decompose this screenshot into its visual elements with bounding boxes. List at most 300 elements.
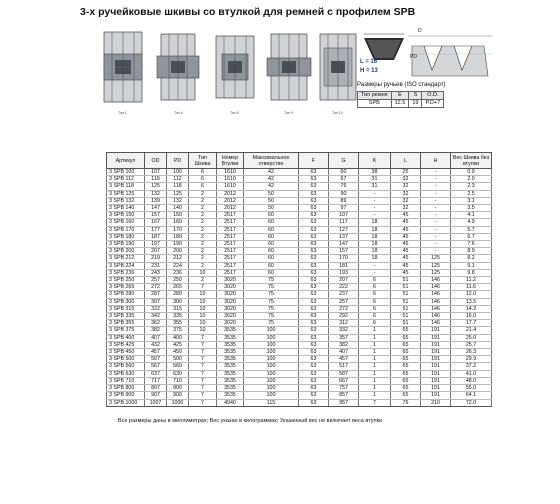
table-cell: -	[421, 183, 451, 190]
table-cell: 191	[421, 327, 451, 334]
figure-caption: Тип 6	[174, 111, 183, 115]
table-cell: 63	[299, 291, 329, 298]
column-header: OD	[145, 153, 167, 169]
table-cell: 18	[359, 233, 391, 240]
table-cell: -	[421, 241, 451, 248]
table-cell: 7	[189, 363, 217, 370]
table-cell: 3 SPB 212	[107, 255, 145, 262]
table-cell: 2012	[217, 190, 244, 197]
table-row	[107, 320, 492, 327]
table-cell: 1007	[145, 399, 167, 406]
table-cell: 2	[189, 212, 217, 219]
table-cell: 3 SPB 375	[107, 327, 145, 334]
table-cell: 300	[167, 298, 189, 305]
table-cell: 3 SPB 500	[107, 356, 145, 363]
table-cell: -	[421, 233, 451, 240]
table-cell: 65	[391, 363, 421, 370]
table-cell: 3.5	[451, 205, 492, 212]
table-cell: 63	[299, 313, 329, 320]
table-cell: 147	[329, 241, 359, 248]
table-cell: 6	[359, 291, 391, 298]
table-cell: 7	[189, 392, 217, 399]
table-cell: 207	[329, 277, 359, 284]
table-cell: 197	[145, 241, 167, 248]
table-cell: 177	[145, 226, 167, 233]
table-row	[107, 298, 492, 305]
table-cell: 6	[189, 169, 217, 176]
table-cell: 146	[421, 298, 451, 305]
table-cell: 45	[391, 262, 421, 269]
table-cell: -	[359, 205, 391, 212]
table-cell: 3 SPB 315	[107, 305, 145, 312]
groove-dim-label: D	[418, 28, 422, 34]
table-row	[107, 341, 492, 348]
table-cell: 7	[189, 399, 217, 406]
table-cell: 100	[244, 327, 299, 334]
table-cell: -	[421, 248, 451, 255]
table-cell: 170	[167, 226, 189, 233]
table-cell: -	[421, 205, 451, 212]
table-cell: 45	[391, 255, 421, 262]
table-cell: 63	[299, 183, 329, 190]
table-cell: 2.0	[451, 176, 492, 183]
table-cell: 75	[244, 277, 299, 284]
table-cell: 3020	[217, 305, 244, 312]
table-cell: 63	[299, 377, 329, 384]
table-cell: 16.0	[451, 313, 492, 320]
table-cell: 10	[189, 313, 217, 320]
groove-cell: SPB	[358, 100, 392, 108]
table-cell: 157	[329, 248, 359, 255]
table-cell: 517	[329, 363, 359, 370]
figure-caption: Тип 9	[284, 111, 293, 115]
table-cell: 342	[145, 313, 167, 320]
table-cell: 75	[244, 320, 299, 327]
table-row	[107, 241, 492, 248]
table-cell: 65	[391, 370, 421, 377]
table-cell: 357	[329, 334, 359, 341]
table-cell: 160	[167, 219, 189, 226]
table-row	[107, 169, 492, 176]
table-cell: 3535	[217, 341, 244, 348]
table-cell: 42	[244, 169, 299, 176]
table-cell: 63	[299, 248, 329, 255]
table-cell: -	[421, 169, 451, 176]
table-cell: 1	[359, 334, 391, 341]
table-row	[107, 226, 492, 233]
table-cell: -	[421, 212, 451, 219]
table-cell: 18	[359, 219, 391, 226]
table-cell: 400	[167, 334, 189, 341]
table-cell: 146	[421, 313, 451, 320]
table-row	[107, 176, 492, 183]
table-cell: 7.6	[451, 241, 492, 248]
table-cell: 51	[391, 277, 421, 284]
table-cell: 60	[244, 233, 299, 240]
table-cell: 191	[421, 370, 451, 377]
table-cell: 65	[391, 385, 421, 392]
table-cell: 957	[329, 399, 359, 406]
table-cell: 63	[299, 197, 329, 204]
table-cell: 21.4	[451, 327, 492, 334]
table-cell: 322	[145, 305, 167, 312]
table-cell: 45	[391, 226, 421, 233]
table-cell: 125	[167, 190, 189, 197]
table-cell: 2012	[217, 205, 244, 212]
table-cell: 2	[189, 190, 217, 197]
table-cell: 3 SPB 112	[107, 176, 145, 183]
table-cell: 140	[167, 205, 189, 212]
table-cell: 3 SPB 710	[107, 377, 145, 384]
table-cell: 224	[167, 262, 189, 269]
table-cell: 3535	[217, 370, 244, 377]
table-cell: 72.0	[451, 399, 492, 406]
table-cell: 3535	[217, 377, 244, 384]
table-cell: 8.2	[451, 255, 492, 262]
table-cell: 7	[189, 356, 217, 363]
table-cell: 187	[145, 233, 167, 240]
table-row	[107, 284, 492, 291]
table-cell: 3 SPB 224	[107, 262, 145, 269]
table-cell: 60	[244, 255, 299, 262]
table-cell: 157	[145, 212, 167, 219]
table-cell: 75	[244, 313, 299, 320]
table-cell: 51	[391, 298, 421, 305]
table-cell: 2	[189, 255, 217, 262]
table-row	[107, 262, 492, 269]
table-cell: 332	[329, 327, 359, 334]
groove-profile-drawing	[408, 24, 492, 88]
table-cell: 63	[299, 219, 329, 226]
page-title: 3-х ручейковые шкивы со втулкой для ремней с профилем SPB	[80, 6, 416, 18]
table-cell: 2	[189, 241, 217, 248]
table-cell: 10	[189, 327, 217, 334]
table-cell: 1610	[217, 183, 244, 190]
figure-caption: Тип 1	[118, 111, 127, 115]
table-cell: 191	[421, 341, 451, 348]
table-cell: 2	[189, 226, 217, 233]
table-cell: -	[421, 219, 451, 226]
table-cell: 3 SPB 355	[107, 320, 145, 327]
table-cell: 210	[421, 399, 451, 406]
column-header: Максимальное отверстие	[244, 153, 299, 169]
table-cell: 3 SPB 335	[107, 313, 145, 320]
table-cell: 3535	[217, 363, 244, 370]
table-cell: -	[359, 269, 391, 276]
table-cell: 560	[167, 363, 189, 370]
table-cell: 132	[145, 190, 167, 197]
table-cell: 63	[299, 255, 329, 262]
table-row	[107, 370, 492, 377]
table-cell: 1610	[217, 169, 244, 176]
table-cell: 7	[189, 385, 217, 392]
table-cell: 2.5	[451, 190, 492, 197]
table-cell: 0.9	[451, 169, 492, 176]
table-cell: 9.8	[451, 269, 492, 276]
table-cell: 65	[391, 377, 421, 384]
table-cell: 180	[167, 233, 189, 240]
table-cell: 112	[167, 176, 189, 183]
table-cell: 75	[244, 305, 299, 312]
table-cell: 63	[299, 305, 329, 312]
table-cell: 2	[189, 262, 217, 269]
table-cell: 63	[299, 226, 329, 233]
table-cell: 50	[244, 205, 299, 212]
table-cell: 51	[391, 291, 421, 298]
table-cell: 637	[145, 370, 167, 377]
table-cell: 2517	[217, 212, 244, 219]
table-cell: 42	[244, 183, 299, 190]
table-cell: 63	[299, 363, 329, 370]
table-cell: 3535	[217, 327, 244, 334]
table-cell: 237	[329, 291, 359, 298]
table-cell: 219	[145, 255, 167, 262]
table-cell: 272	[329, 305, 359, 312]
table-cell: 7	[189, 284, 217, 291]
table-cell: 60	[244, 212, 299, 219]
table-cell: 190	[167, 241, 189, 248]
table-cell: 407	[329, 349, 359, 356]
table-cell: 207	[145, 248, 167, 255]
table-cell: 10	[189, 298, 217, 305]
table-cell: 63	[299, 233, 329, 240]
table-cell: 8.9	[451, 248, 492, 255]
table-row	[107, 190, 492, 197]
table-cell: 107	[145, 169, 167, 176]
table-cell: 63	[299, 241, 329, 248]
table-cell: 75	[244, 291, 299, 298]
table-cell: 191	[421, 334, 451, 341]
table-cell: 3535	[217, 356, 244, 363]
table-cell: 587	[329, 370, 359, 377]
table-cell: 45	[391, 269, 421, 276]
table-cell: 287	[145, 291, 167, 298]
column-header: Вес Шкива без втулки	[451, 153, 492, 169]
table-cell: -	[421, 176, 451, 183]
table-cell: 200	[167, 248, 189, 255]
table-cell: 3020	[217, 291, 244, 298]
table-cell: 2517	[217, 226, 244, 233]
table-cell: 900	[167, 392, 189, 399]
figure-caption: Тип 8	[230, 111, 239, 115]
table-cell: 60	[244, 262, 299, 269]
table-cell: 6	[189, 176, 217, 183]
table-cell: 100	[167, 169, 189, 176]
pulley-drawing-type-6	[155, 28, 201, 110]
table-cell: 1000	[167, 399, 189, 406]
table-cell: 9.1	[451, 262, 492, 269]
table-cell: 212	[167, 255, 189, 262]
belt-width-label: L = 16	[360, 59, 378, 65]
column-header: Тип Шкива	[189, 153, 217, 169]
table-cell: 63	[299, 190, 329, 197]
table-header-row	[107, 153, 492, 169]
table-cell: 231	[145, 262, 167, 269]
table-cell: -	[421, 190, 451, 197]
table-cell: 1610	[217, 176, 244, 183]
table-cell: 450	[167, 349, 189, 356]
table-cell: 150	[167, 212, 189, 219]
table-cell: 5.7	[451, 226, 492, 233]
column-header: F	[299, 153, 329, 169]
table-row	[107, 269, 492, 276]
table-cell: 265	[167, 284, 189, 291]
table-cell: 10	[189, 320, 217, 327]
table-cell: 31	[359, 176, 391, 183]
table-cell: 12.0	[451, 291, 492, 298]
column-header: H	[421, 153, 451, 169]
table-cell: 45	[391, 248, 421, 255]
table-cell: 857	[329, 392, 359, 399]
table-cell: 432	[145, 341, 167, 348]
table-cell: 3 SPB 1000	[107, 399, 145, 406]
table-cell: 243	[145, 269, 167, 276]
table-cell: 115	[244, 399, 299, 406]
table-cell: 257	[329, 298, 359, 305]
table-cell: 1	[359, 385, 391, 392]
table-cell: 425	[167, 341, 189, 348]
table-cell: 3 SPB 280	[107, 291, 145, 298]
table-cell: 127	[329, 226, 359, 233]
table-cell: 25	[391, 169, 421, 176]
table-row	[107, 255, 492, 262]
table-cell: 107	[329, 212, 359, 219]
table-cell: 63	[299, 298, 329, 305]
table-cell: 75	[244, 284, 299, 291]
table-cell: 3020	[217, 284, 244, 291]
table-cell: 45	[391, 212, 421, 219]
table-cell: 6	[189, 183, 217, 190]
table-cell: 630	[167, 370, 189, 377]
table-cell: 2517	[217, 248, 244, 255]
table-cell: 10	[189, 269, 217, 276]
table-cell: 65	[391, 327, 421, 334]
table-cell: 6.7	[451, 233, 492, 240]
table-cell: 3 SPB 800	[107, 385, 145, 392]
table-cell: 2	[189, 197, 217, 204]
table-cell: 146	[421, 277, 451, 284]
table-cell: 907	[145, 392, 167, 399]
groove-header: O.D.	[422, 92, 444, 100]
table-cell: 60	[244, 219, 299, 226]
table-row	[107, 392, 492, 399]
table-cell: 90	[329, 190, 359, 197]
table-cell: 757	[329, 385, 359, 392]
table-cell: 65	[391, 392, 421, 399]
table-cell: 2	[189, 277, 217, 284]
table-cell: 38	[359, 169, 391, 176]
table-cell: 280	[167, 291, 189, 298]
table-cell: 26.3	[451, 349, 492, 356]
table-cell: 6	[359, 305, 391, 312]
table-row	[107, 183, 492, 190]
table-cell: 170	[329, 255, 359, 262]
groove-cell: 12.5	[391, 100, 409, 108]
table-cell: 60	[329, 169, 359, 176]
column-header: L	[391, 153, 421, 169]
table-cell: 272	[145, 284, 167, 291]
table-cell: 11.2	[451, 277, 492, 284]
table-cell: 63	[299, 262, 329, 269]
table-cell: 63	[299, 212, 329, 219]
table-cell: 1	[359, 363, 391, 370]
table-cell: 3 SPB 250	[107, 277, 145, 284]
table-cell: 63	[299, 399, 329, 406]
table-cell: 1	[359, 327, 391, 334]
table-row	[107, 197, 492, 204]
column-header: K	[359, 153, 391, 169]
table-cell: 97	[329, 205, 359, 212]
table-cell: 3 SPB 132	[107, 197, 145, 204]
table-cell: 375	[167, 327, 189, 334]
table-cell: 4.9	[451, 219, 492, 226]
table-cell: 2517	[217, 262, 244, 269]
table-cell: 65	[391, 349, 421, 356]
table-cell: 32	[391, 190, 421, 197]
table-cell: 60	[244, 269, 299, 276]
table-cell: 31	[359, 183, 391, 190]
table-cell: 146	[421, 305, 451, 312]
table-cell: 315	[167, 305, 189, 312]
table-cell: -	[359, 190, 391, 197]
table-cell: 382	[329, 341, 359, 348]
table-cell: 3 SPB 190	[107, 241, 145, 248]
table-cell: 10	[189, 305, 217, 312]
table-cell: 63	[299, 370, 329, 377]
table-cell: 3535	[217, 392, 244, 399]
table-cell: 67	[329, 176, 359, 183]
table-cell: 63	[299, 205, 329, 212]
table-cell: 63	[299, 349, 329, 356]
table-cell: 51	[391, 284, 421, 291]
table-cell: 32	[391, 197, 421, 204]
column-header: Артикул	[107, 153, 145, 169]
table-cell: 3 SPB 118	[107, 183, 145, 190]
table-cell: -	[359, 212, 391, 219]
table-row	[107, 399, 492, 406]
table-cell: 191	[421, 377, 451, 384]
table-cell: 13.5	[451, 298, 492, 305]
table-cell: 1	[359, 341, 391, 348]
table-cell: 457	[329, 356, 359, 363]
table-cell: 807	[145, 385, 167, 392]
table-cell: 89	[329, 197, 359, 204]
table-row	[107, 305, 492, 312]
table-cell: 51	[391, 305, 421, 312]
groove-header: Тип ремня	[358, 92, 392, 100]
table-cell: 3 SPB 900	[107, 392, 145, 399]
table-cell: 7	[359, 399, 391, 406]
table-cell: 37.2	[451, 363, 492, 370]
table-cell: 18	[359, 241, 391, 248]
table-cell: 6	[359, 313, 391, 320]
table-cell: 3 SPB 125	[107, 190, 145, 197]
table-cell: 3535	[217, 349, 244, 356]
groove-table-title: Размеры ручьев (ISO стандарт)	[357, 82, 446, 88]
table-cell: 119	[145, 176, 167, 183]
table-cell: 7	[189, 349, 217, 356]
pulley-drawing-type-10	[316, 28, 360, 110]
column-header: Номер Втулки	[217, 153, 244, 169]
table-cell: 1	[359, 377, 391, 384]
table-cell: 507	[145, 356, 167, 363]
table-cell: 167	[145, 219, 167, 226]
table-row	[107, 212, 492, 219]
table-cell: 7	[189, 377, 217, 384]
table-cell: 1	[359, 349, 391, 356]
table-cell: 50	[244, 190, 299, 197]
table-cell: 65	[391, 356, 421, 363]
